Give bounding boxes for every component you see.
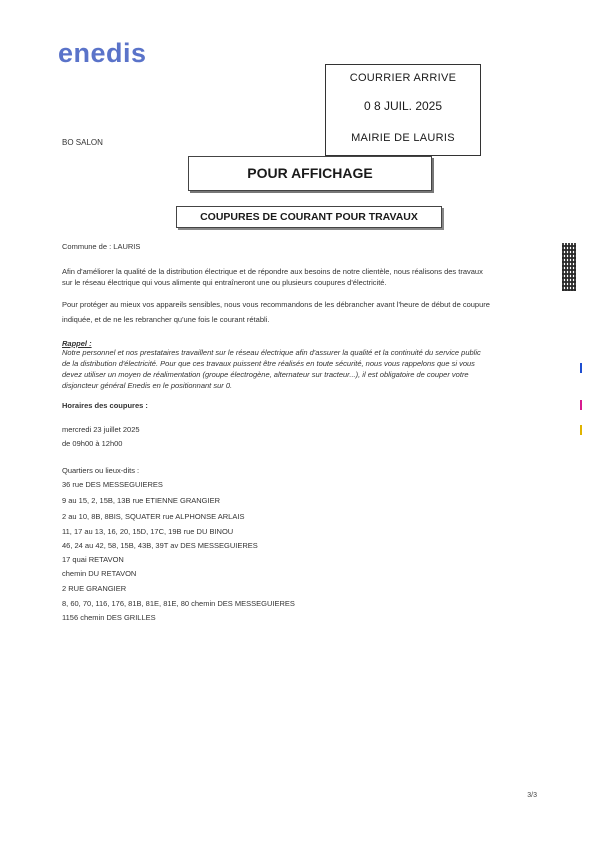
- stamp-line-3: MAIRIE DE LAURIS: [351, 132, 455, 144]
- paragraph-2-line-2: indiquée, et de ne les rebrancher qu'une fois le courant rétabli.: [62, 315, 270, 324]
- rappel-line-1: Notre personnel et nos prestataires travaillent sur le réseau électrique afin d'assurer la qualité et la continuité du service public: [62, 348, 481, 357]
- rappel-label: Rappel :: [62, 339, 92, 348]
- address-item: 17 quai RETAVON: [62, 555, 124, 564]
- outage-date: mercredi 23 juillet 2025: [62, 425, 140, 434]
- outage-title-box: [176, 206, 442, 228]
- display-notice-box: [188, 156, 432, 191]
- barcode-icon: [562, 243, 576, 291]
- rappel-line-4: disjoncteur général Enedis en le positionnant sur 0.: [62, 381, 233, 390]
- mail-received-stamp: [325, 64, 481, 156]
- color-mark-blue: [580, 363, 582, 373]
- paragraph-1-line-2: sur le réseau électrique qui vous alimente qui entraîneront une ou plusieurs coupures d'électricité.: [62, 278, 387, 287]
- address-item: 8, 60, 70, 116, 176, 81B, 81E, 81E, 80 chemin DES MESSEGUIERES: [62, 599, 295, 608]
- address-item: 36 rue DES MESSEGUIERES: [62, 480, 163, 489]
- rappel-line-3: devez utiliser un moyen de réalimentation (groupe électrogène, alternateur sur tracteur...), il est obligatoire de couper votre: [62, 370, 469, 379]
- notice-title: POUR AFFICHAGE: [247, 165, 373, 181]
- stamp-line-1: COURRIER ARRIVE: [349, 72, 457, 84]
- address-item: 9 au 15, 2, 15B, 13B rue ETIENNE GRANGIER: [62, 496, 220, 505]
- enedis-logo: enedis: [58, 38, 147, 68]
- address-item: 2 RUE GRANGIER: [62, 584, 127, 593]
- commune-line: Commune de : LAURIS: [62, 242, 141, 251]
- notice-subtitle: COUPURES DE COURANT POUR TRAVAUX: [200, 211, 418, 223]
- page-number: 3/3: [527, 792, 537, 799]
- color-mark-yellow: [580, 425, 582, 435]
- address-item: 46, 24 au 42, 58, 15B, 43B, 39T av DES MESSEGUIERES: [62, 541, 258, 550]
- address-item: 1156 chemin DES GRILLES: [62, 613, 156, 622]
- address-item: 11, 17 au 13, 16, 20, 15D, 17C, 19B rue DU BINOU: [62, 527, 234, 536]
- schedule-heading: Horaires des coupures :: [62, 401, 148, 410]
- sender-label: BO SALON: [62, 138, 103, 147]
- rappel-line-2: de la distribution d'électricité. Pour que ces travaux puissent être réalisés en toute sécurité, nous vous rappelons que si vous: [62, 359, 475, 368]
- address-item: 2 au 10, 8B, 8BIS, SQUATER rue ALPHONSE ARLAIS: [62, 512, 245, 521]
- paragraph-2-line-1: Pour protéger au mieux vos appareils sensibles, nous vous recommandons de les débrancher avant l'heure de début de coupure: [62, 300, 490, 309]
- outage-time: de 09h00 à 12h00: [62, 439, 123, 448]
- address-item: chemin DU RETAVON: [62, 569, 137, 578]
- paragraph-1-line-1: Afin d'améliorer la qualité de la distribution électrique et de répondre aux besoins de notre clientèle, nous réalisons des travaux: [62, 267, 483, 276]
- color-mark-magenta: [580, 400, 582, 410]
- areas-heading: Quartiers ou lieux-dits :: [62, 466, 140, 475]
- stamp-date: 0 8 JUIL. 2025: [363, 99, 443, 113]
